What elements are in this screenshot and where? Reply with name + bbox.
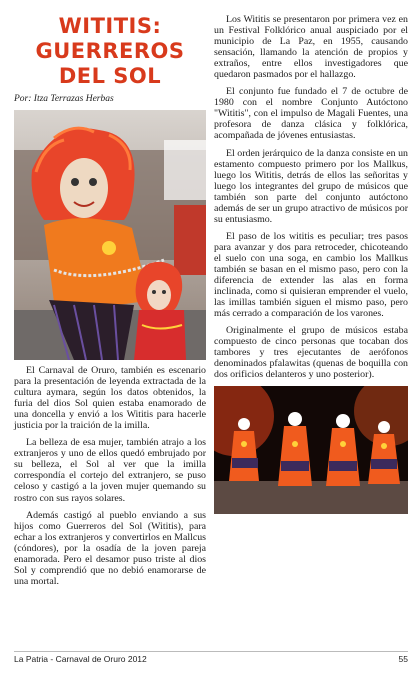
- right-paragraph: El orden jerárquico de la danza consiste en un estamento compuesto primero por los Mallkus, luego los Wititis, detrás de ellos las señoritas y luego los integrantes del grupo de músicos que también son parte del conjunto autóctono además de ser un grupo atractivo de músicos por su entusiasmo.: [214, 147, 408, 225]
- left-paragraph: El Carnaval de Oruro, también es escenario para la presentación de leyenda extractada de la cultura aymara, según los datos obtenidos, la furia del dios Sol quien estaba enamorado de una doncella y envió a los Wititis para hacerle justicia por la traición de la imilla.: [14, 365, 206, 432]
- dancers-night-photo: [214, 386, 408, 514]
- right-paragraph: Los Wititis se presentaron por primera vez en un Festival Folklórico anual auspiciado por el municipio de La Paz, en 1955, causando sensación, llamando la atención de propios y extraños, entre ellos investigadores que quedaron pasmados por el hallazgo.: [214, 14, 408, 81]
- page-footer: [14, 652, 408, 666]
- left-paragraph: Además castigó al pueblo enviando a sus hijos como Guerreros del Sol (Wititis), para echar a los extranjeros y convertirlos en Mallcus (cóndores), por la osadía de la joven pareja enamorada. Pero el desamor puso triste al dios Sol y comprendió que no debió enamorarse de una mortal.: [14, 509, 206, 587]
- right-column: [214, 14, 408, 514]
- footer-publication: La Patria - Carnaval de Oruro 2012: [14, 654, 147, 664]
- article-author: Por: Itza Terrazas Herbas: [14, 94, 114, 104]
- right-paragraph: El paso de los wititis es peculiar; tres pasos para avanzar y dos para retroceder, chicoteando el suelo con una soga, en cambio los Mallkus también se basan en el mismo paso, pero con la diferencia de extender las alas en forma inclinada, como si quisieran emprender el vuelo, las imillas también siguen el mismo paso, pero más cerrado a comparación de los varones.: [214, 230, 408, 320]
- page-number: 55: [398, 654, 408, 664]
- article-title-line-1: WITITIS:: [58, 14, 162, 38]
- left-column: [14, 0, 206, 593]
- right-paragraph: Originalmente el grupo de músicos estaba compuesto de cinco personas que tocaban dos tambores y tres ejecutantes de aerófonos denominados pfalawitas (quenas de boquilla con dos orificios delanteros y uno posterior).: [214, 325, 408, 381]
- wititi-dancers-photo: [14, 110, 206, 360]
- right-paragraph: El conjunto fue fundado el 7 de octubre de 1980 con el nombre Conjunto Autóctono "Wititis", con el impulso de Magali Fuentes, una profesora de danza clásica y folklórica, acompañada de jóvenes entusiastas.: [214, 86, 408, 142]
- article-title-line-2: GUERREROS DEL SOL: [35, 39, 185, 88]
- left-paragraph: La belleza de esa mujer, también atrajo a los extranjeros y uno de ellos quedó embrujado por su belleza, el Sol al ver que la imilla correspondía el cortejo del extranjero, se puso celoso y castigó a la joven mujer quemando su rostro con sus rayos solares.: [14, 437, 206, 504]
